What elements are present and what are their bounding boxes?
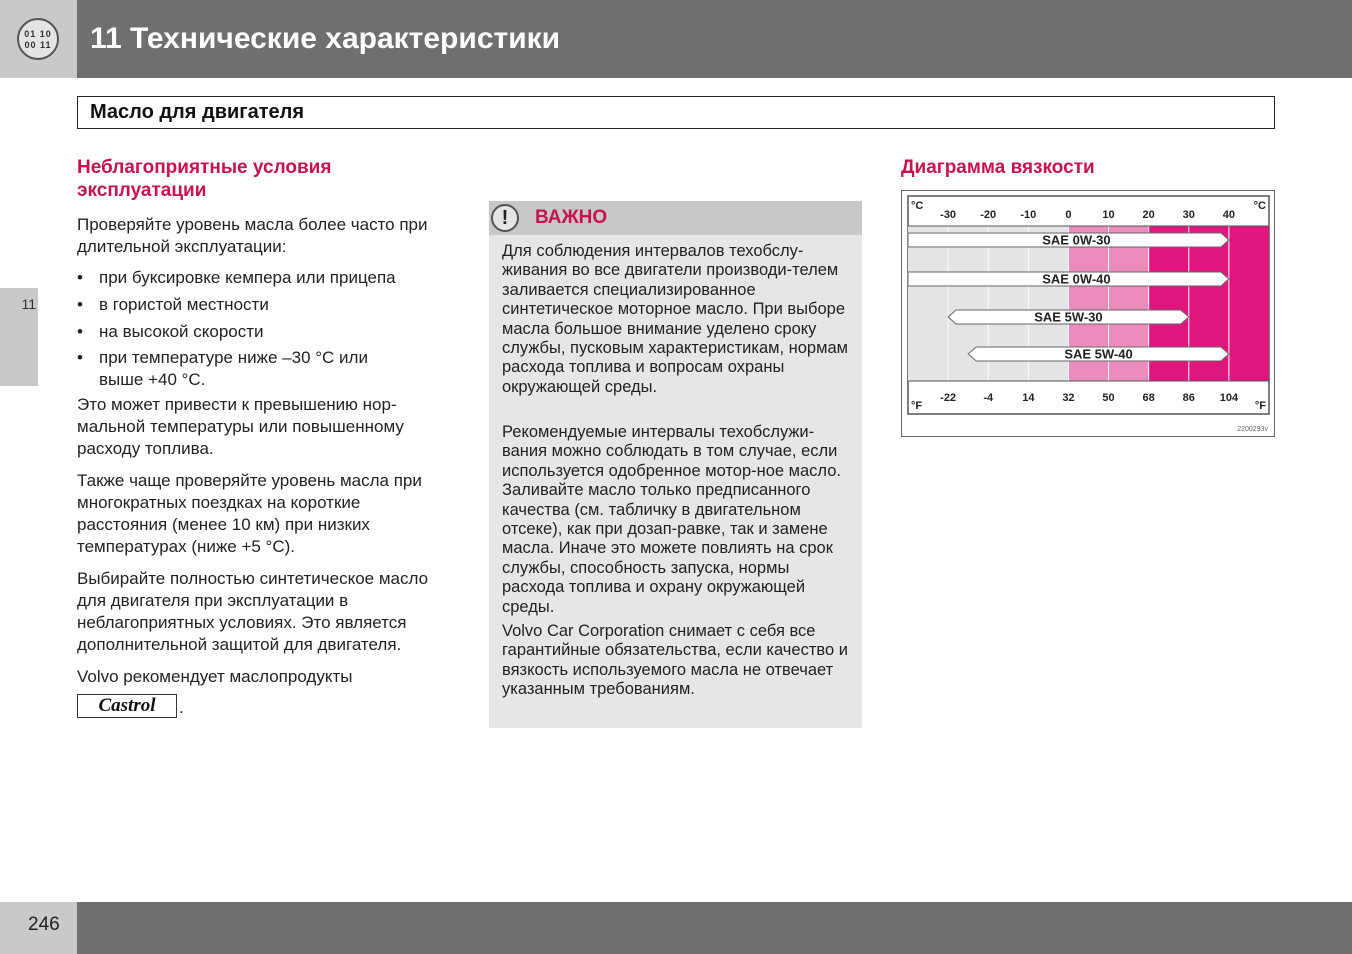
viscosity-heading: Диаграмма вязкости xyxy=(901,157,1095,178)
intro-paragraph xyxy=(77,214,452,258)
bullet-text: при температуре ниже –30 °C или выше +40 °C. xyxy=(99,348,368,389)
celsius-tick-label: 0 xyxy=(1065,209,1072,221)
unit-label: °F xyxy=(911,400,923,412)
figure-code: 2200293v xyxy=(1237,426,1268,433)
celsius-tick-label: 40 xyxy=(1222,209,1236,221)
bullet-dot: • xyxy=(77,295,83,314)
section-title: Масло для двигателя xyxy=(90,101,305,123)
celsius-tick-label: 30 xyxy=(1182,209,1195,221)
icon-line-2: 00 11 xyxy=(24,40,52,50)
paragraph-3 xyxy=(77,568,442,656)
important-header xyxy=(489,201,862,235)
viscosity-chart xyxy=(902,191,1274,436)
page-number-box xyxy=(0,902,77,954)
left-heading xyxy=(77,156,331,202)
section-title-box xyxy=(77,96,1275,129)
paragraph-3-text: Выбирайте полностью синтетическое масло для двигателя при эксплуатации в неблагоприятных условиях. Это является дополнительной защитой для двигателя. xyxy=(77,569,429,654)
important-paragraph-2: Рекомендуемые интервалы техобслужи-вания можно соблюдать в том случае, если используется одобренное мотор-ное масло. Заливайте масло только предписанного качества (см. табличку в двигательном отсеке), как при дозап-равке, так и замене масла. Иначе это можете повлиять на срок службы, способность запуска, нормы расхода топлива и охрану окружающей среды. xyxy=(502,423,842,616)
bullet-text: при буксировке кемпера или прицепа xyxy=(99,268,396,287)
paragraph-1 xyxy=(77,394,437,460)
important-paragraph-1: Для соблюдения интервалов техобслу-живания во все двигатели производи-телем заливается специализированное синтетическое моторное масло. При выборе масла большое внимание уделено сроку службы, пусковым характеристикам, нормам расхода топлива и вопросам охраны окружающей среды. xyxy=(502,242,848,396)
fahrenheit-tick-label: -4 xyxy=(983,392,994,404)
paragraph-4-text: Volvo рекомендует маслопродукты xyxy=(77,667,353,686)
left-heading-line-2: эксплуатации xyxy=(77,180,207,201)
castrol-logo: Castrol xyxy=(77,694,177,718)
celsius-tick-label: 20 xyxy=(1142,209,1155,221)
page-number: 246 xyxy=(28,914,60,935)
fahrenheit-tick-label: 86 xyxy=(1182,392,1195,404)
paragraph-2 xyxy=(77,470,449,558)
viscosity-grade-label: SAE 0W-30 xyxy=(1042,232,1111,248)
chapter-title: 11 Технические характеристики xyxy=(90,22,561,55)
bullet-dot: • xyxy=(77,348,83,367)
fahrenheit-tick-label: 14 xyxy=(1022,392,1035,404)
celsius-tick-label: -30 xyxy=(940,209,957,221)
icon-line-1: 01 10 xyxy=(24,29,52,39)
bullet-text: в гористой местности xyxy=(99,295,269,314)
chapter-icon-box xyxy=(0,0,77,78)
binary-chapter-icon xyxy=(17,18,59,60)
castrol-period: . xyxy=(179,698,184,717)
fahrenheit-tick-label: 32 xyxy=(1062,392,1075,404)
fahrenheit-tick-label: 68 xyxy=(1142,392,1155,404)
unit-label: °C xyxy=(1253,200,1266,212)
paragraph-2-text: Также чаще проверяйте уровень масла при многократных поездках на короткие расстояния (менее 10 км) при низких температурах (ниже +5 °C). xyxy=(77,471,422,556)
celsius-tick-label: -20 xyxy=(980,209,997,221)
side-tab-number: 11 xyxy=(21,296,36,312)
bullet-dot: • xyxy=(77,322,83,341)
viscosity-grade-label: SAE 5W-30 xyxy=(1034,309,1103,325)
fahrenheit-tick-label: -22 xyxy=(940,392,957,404)
left-heading-line-1: Неблагоприятные условия xyxy=(77,157,332,178)
paragraph-1-text: Это может привести к превышению нор-мальной температуры или повышенному расходу топлива. xyxy=(77,395,404,458)
paragraph-4 xyxy=(77,666,452,688)
viscosity-grade-label: SAE 0W-40 xyxy=(1042,271,1111,287)
bullet-text: на высокой скорости xyxy=(99,322,264,341)
chapter-side-tab xyxy=(0,288,38,386)
exclamation-icon: ! xyxy=(491,204,519,232)
fahrenheit-tick-label: 104 xyxy=(1219,392,1239,404)
bullet-dot: • xyxy=(77,268,83,287)
celsius-tick-label: 10 xyxy=(1102,209,1115,221)
intro-text: Проверяйте уровень масла более часто при длительной эксплуатации: xyxy=(77,215,428,256)
important-box xyxy=(489,201,862,728)
footer-bar xyxy=(77,902,1352,954)
unit-label: °C xyxy=(911,200,924,212)
viscosity-grade-label: SAE 5W-40 xyxy=(1064,346,1133,362)
unit-label: °F xyxy=(1254,400,1266,412)
fahrenheit-tick-label: 50 xyxy=(1102,392,1115,404)
celsius-tick-label: -10 xyxy=(1020,209,1037,221)
bullet-item xyxy=(77,347,437,391)
viscosity-chart-frame xyxy=(901,190,1275,437)
important-paragraph-3: Volvo Car Corporation снимает с себя все гарантийные обязательства, если качество и вязкость используемого масла не отвечает указанным требованиям. xyxy=(502,622,848,699)
important-title: ВАЖНО xyxy=(535,207,608,228)
